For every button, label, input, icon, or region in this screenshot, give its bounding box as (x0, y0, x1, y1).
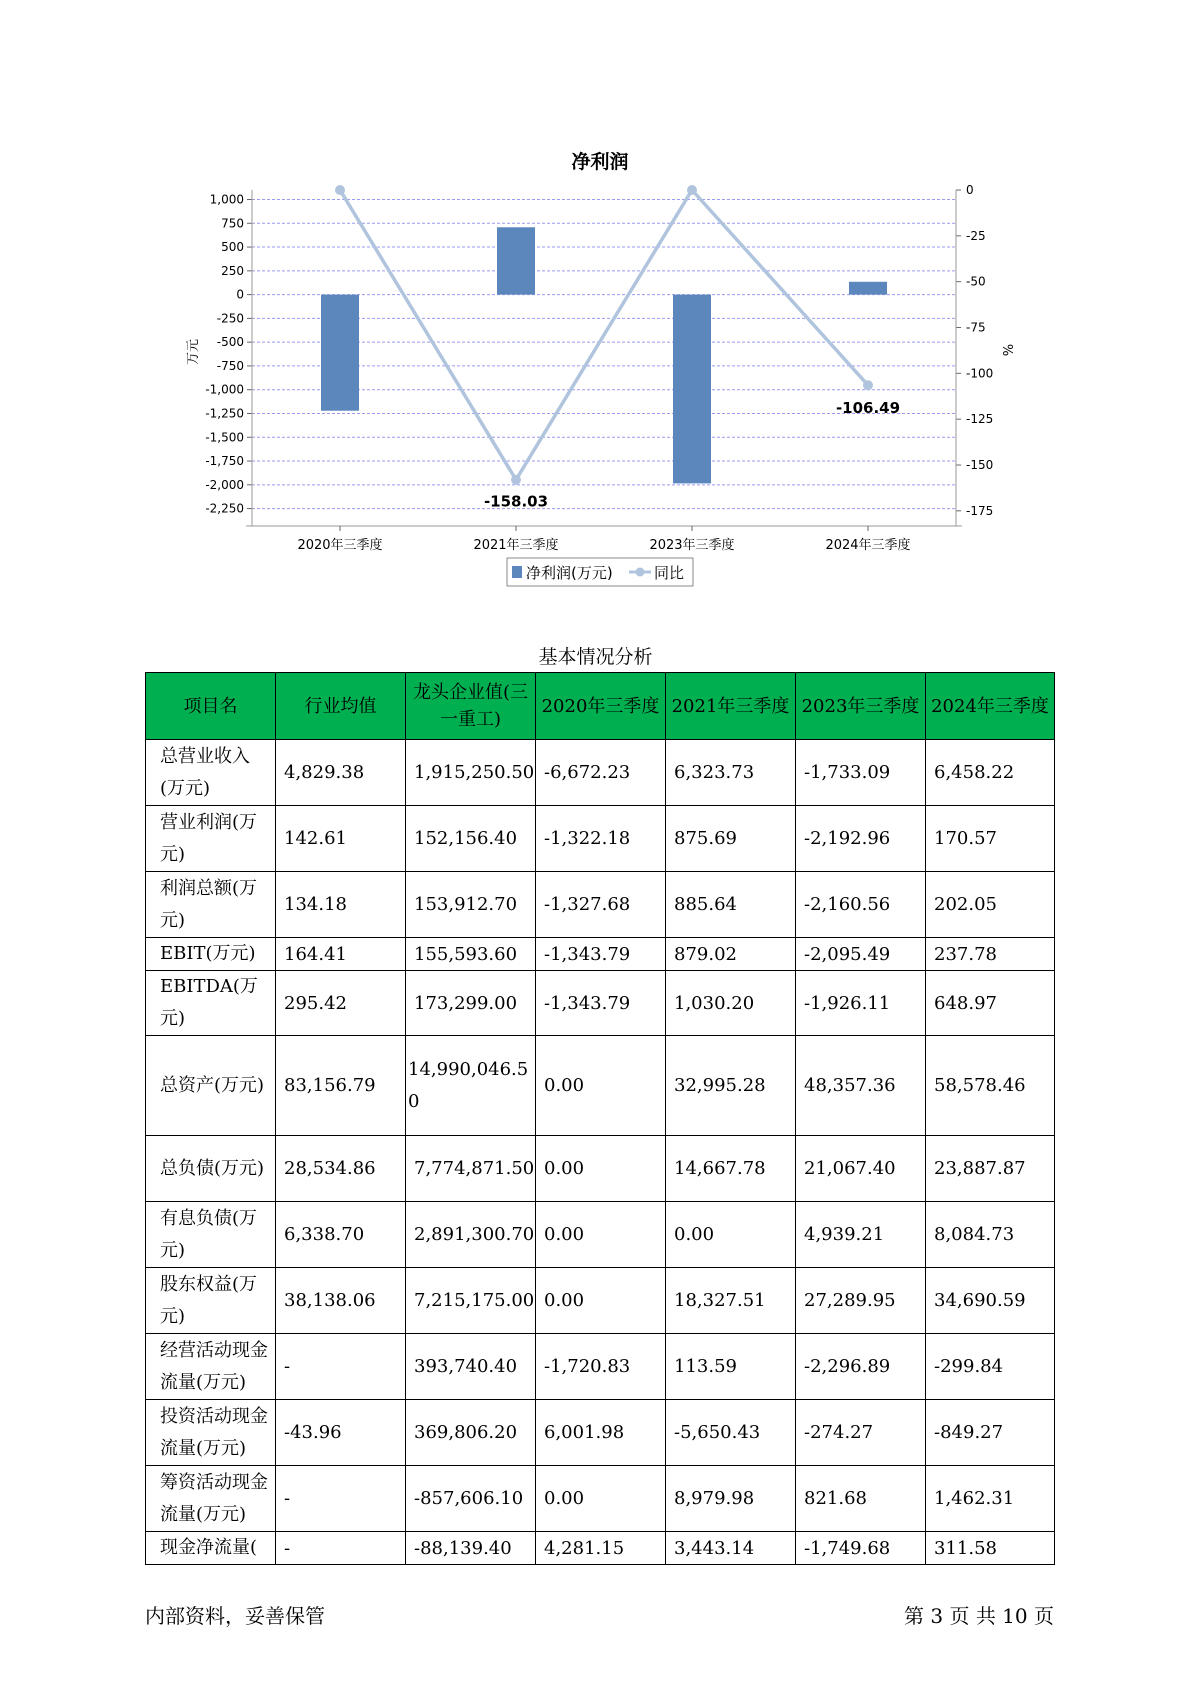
table-cell: 23,887.87 (926, 1136, 1055, 1202)
table-cell: 113.59 (666, 1334, 796, 1400)
line-series (335, 185, 900, 511)
table-cell: 153,912.70 (406, 872, 536, 938)
table-cell: 58,578.46 (926, 1036, 1055, 1136)
header-2024q3: 2024年三季度 (926, 673, 1055, 740)
table-cell: 879.02 (666, 938, 796, 971)
table-cell: - (276, 1532, 406, 1565)
row-item-name (146, 1466, 276, 1532)
table-cell: 21,067.40 (796, 1136, 926, 1202)
legend-line-label: 同比 (654, 564, 685, 582)
table-row (146, 872, 1055, 938)
table-cell: -1,343.79 (536, 938, 666, 971)
table-cell: 885.64 (666, 872, 796, 938)
table-cell: 0.00 (536, 1268, 666, 1334)
table-cell: 821.68 (796, 1466, 926, 1532)
table-cell: 34,690.59 (926, 1268, 1055, 1334)
y-right-tick-label: -75 (966, 320, 986, 335)
table-row (146, 1400, 1055, 1466)
table-cell: -1,926.11 (796, 971, 926, 1036)
table-cell: 4,281.15 (536, 1532, 666, 1565)
table-cell: 1,915,250.50 (406, 740, 536, 806)
table-cell: -2,160.56 (796, 872, 926, 938)
row-item-name-text: 总负债(万元) (160, 1157, 265, 1179)
y-tick-label: 0 (236, 287, 244, 302)
legend-bar-label: 净利润(万元) (526, 564, 613, 582)
table-cell: -849.27 (926, 1400, 1055, 1466)
table-cell: 6,323.73 (666, 740, 796, 806)
table-cell: -43.96 (276, 1400, 406, 1466)
table-cell: 202.05 (926, 872, 1055, 938)
table-cell: 311.58 (926, 1532, 1055, 1565)
header-2021q3: 2021年三季度 (666, 673, 796, 740)
row-item-name-text: 筹资活动现金流量(万元) (160, 1471, 268, 1525)
row-item-name-text: 股东权益(万元) (160, 1273, 258, 1327)
table-cell: 1,030.20 (666, 971, 796, 1036)
table-cell: 38,138.06 (276, 1268, 406, 1334)
table-cell: 28,534.86 (276, 1136, 406, 1202)
row-item-name (146, 971, 276, 1036)
y-tick-label: -1,250 (205, 406, 244, 421)
y-right-tick-label: -50 (966, 274, 986, 289)
table-cell: 8,084.73 (926, 1202, 1055, 1268)
row-item-name (146, 1334, 276, 1400)
table-cell: -1,733.09 (796, 740, 926, 806)
table-cell: 7,774,871.50 (406, 1136, 536, 1202)
y-axis-label-right: % (999, 343, 1014, 357)
y-tick-label: -2,250 (205, 501, 244, 516)
table-header-row (146, 673, 1055, 740)
legend-bar-swatch (512, 566, 522, 578)
table-row (146, 938, 1055, 971)
net-profit-bar (321, 295, 359, 411)
y-tick-label: 250 (221, 263, 244, 278)
table-cell: -6,672.23 (536, 740, 666, 806)
row-item-name-text: 有息负债(万元) (160, 1207, 258, 1261)
x-tick-label: 2023年三季度 (649, 538, 735, 553)
legend-line-marker (636, 568, 645, 577)
footer-confidential-note: 内部资料，妥善保管 (145, 1604, 325, 1628)
table-cell: 0.00 (536, 1466, 666, 1532)
table-row (146, 1334, 1055, 1400)
y-tick-label: 1,000 (209, 192, 244, 207)
table-cell: 369,806.20 (406, 1400, 536, 1466)
y-right-tick-label: -125 (966, 412, 994, 427)
row-item-name (146, 1136, 276, 1202)
table-cell: 2,891,300.70 (406, 1202, 536, 1268)
yoy-point (863, 380, 873, 390)
net-profit-bar (673, 295, 711, 484)
row-item-name-text: EBITDA(万元) (160, 976, 258, 1029)
table-cell: 142.61 (276, 806, 406, 872)
table-cell: - (276, 1334, 406, 1400)
table-body (146, 740, 1055, 1565)
table-cell: -88,139.40 (406, 1532, 536, 1565)
table-cell: 134.18 (276, 872, 406, 938)
table-cell: 152,156.40 (406, 806, 536, 872)
table-row (146, 1036, 1055, 1136)
table-caption: 基本情况分析 (538, 646, 653, 668)
y-right-tick-label: -150 (966, 458, 994, 472)
x-tick-label: 2024年三季度 (825, 538, 911, 553)
table-cell: 1,462.31 (926, 1466, 1055, 1532)
y-right-tick-label: -25 (966, 228, 986, 243)
table-cell: 4,939.21 (796, 1202, 926, 1268)
row-item-name-text: 投资活动现金流量(万元) (160, 1405, 268, 1459)
row-item-name-text: 利润总额(万元) (160, 877, 258, 931)
net-profit-bar (497, 227, 535, 294)
table-row (146, 1136, 1055, 1202)
x-tick-label: 2021年三季度 (473, 538, 559, 553)
table-cell: 6,458.22 (926, 740, 1055, 806)
y-tick-label: -2,000 (205, 477, 244, 492)
header-2023q3: 2023年三季度 (796, 673, 926, 740)
table-cell: 6,001.98 (536, 1400, 666, 1466)
table-row (146, 971, 1055, 1036)
table-cell: -857,606.10 (406, 1466, 536, 1532)
table-cell: -1,322.18 (536, 806, 666, 872)
net-profit-chart (0, 0, 1191, 600)
row-item-name (146, 740, 276, 806)
y-tick-label: -500 (216, 335, 244, 350)
bar-series (321, 227, 887, 483)
table-cell: 0.00 (536, 1136, 666, 1202)
table-cell: -2,095.49 (796, 938, 926, 971)
yoy-point (511, 475, 521, 485)
y-axis-label-left: 万元 (186, 338, 201, 366)
table-cell: 164.41 (276, 938, 406, 971)
header-item-name: 项目名 (146, 673, 276, 740)
row-item-name-text: 现金净流量( (160, 1537, 258, 1558)
x-tick-label: 2020年三季度 (297, 538, 383, 553)
net-profit-bar (849, 282, 887, 295)
header-industry-avg: 行业均值 (276, 673, 406, 740)
row-item-name (146, 938, 276, 971)
y-right-tick-label: 0 (966, 183, 974, 197)
footer-page-number: 第 3 页 共 10 页 (904, 1604, 1054, 1628)
table-cell: 170.57 (926, 806, 1055, 872)
y-tick-label: 500 (221, 240, 244, 255)
table-cell: -5,650.43 (666, 1400, 796, 1466)
table-cell: 0.00 (536, 1202, 666, 1268)
table-row (146, 1202, 1055, 1268)
table-cell: 295.42 (276, 971, 406, 1036)
table-cell: -2,192.96 (796, 806, 926, 872)
header-leader-value: 龙头企业值(三一重工) (406, 673, 536, 740)
table-cell: -1,327.68 (536, 872, 666, 938)
chart-title: 净利润 (571, 151, 629, 173)
y-tick-label: 750 (221, 216, 244, 231)
table-cell: 237.78 (926, 938, 1055, 971)
table-cell: 48,357.36 (796, 1036, 926, 1136)
row-item-name (146, 1400, 276, 1466)
table-cell: -299.84 (926, 1334, 1055, 1400)
table-row (146, 1268, 1055, 1334)
table-cell: -1,343.79 (536, 971, 666, 1036)
yoy-data-label: -106.49 (835, 399, 901, 418)
y-tick-label: -1,000 (205, 382, 244, 397)
y-tick-label: -1,500 (205, 430, 244, 445)
table-cell: 0.00 (666, 1202, 796, 1268)
row-item-name-text: 经营活动现金流量(万元) (160, 1339, 268, 1393)
row-item-name (146, 806, 276, 872)
table-cell: 393,740.40 (406, 1334, 536, 1400)
table-row (146, 1532, 1055, 1565)
y-tick-label: -1,750 (205, 454, 244, 469)
table-cell: -2,296.89 (796, 1334, 926, 1400)
table-cell: 155,593.60 (406, 938, 536, 971)
table-cell: -274.27 (796, 1400, 926, 1466)
table-cell: 83,156.79 (276, 1036, 406, 1136)
table-cell: 6,338.70 (276, 1202, 406, 1268)
table-row (146, 806, 1055, 872)
chart-legend (507, 558, 693, 586)
row-item-name-text: 营业利润(万元) (160, 811, 258, 865)
row-item-name (146, 872, 276, 938)
header-2020q3: 2020年三季度 (536, 673, 666, 740)
table-row (146, 1466, 1055, 1532)
row-item-name (146, 1268, 276, 1334)
table-cell: 7,215,175.00 (406, 1268, 536, 1334)
table-cell: - (276, 1466, 406, 1532)
table-cell: -1,749.68 (796, 1532, 926, 1565)
table-cell: 14,667.78 (666, 1136, 796, 1202)
y-right-tick-label: -100 (966, 366, 994, 381)
table-cell: 3,443.14 (666, 1532, 796, 1565)
row-item-name (146, 1202, 276, 1268)
table-cell: 173,299.00 (406, 971, 536, 1036)
row-item-name-text: 总营业收入(万元) (160, 745, 250, 799)
y-right-tick-label: -175 (966, 503, 994, 518)
table-cell: -1,720.83 (536, 1334, 666, 1400)
y-tick-label: -250 (216, 311, 244, 326)
table-cell: 32,995.28 (666, 1036, 796, 1136)
yoy-data-label: -158.03 (483, 492, 549, 511)
table-row (146, 740, 1055, 806)
row-item-name-text: 总资产(万元) (160, 1074, 265, 1096)
y-tick-label: -750 (216, 358, 244, 373)
yoy-point (687, 185, 697, 195)
table-cell: 8,979.98 (666, 1466, 796, 1532)
table-cell: 0.00 (536, 1036, 666, 1136)
table-cell: 18,327.51 (666, 1268, 796, 1334)
row-item-name (146, 1036, 276, 1136)
basic-analysis-table (145, 672, 1055, 1565)
yoy-line (340, 190, 868, 480)
table-cell: 14,990,046.50 (406, 1036, 536, 1136)
yoy-point (335, 185, 345, 195)
row-item-name-text: EBIT(万元) (160, 943, 256, 964)
table-cell: 648.97 (926, 971, 1055, 1036)
table-cell: 27,289.95 (796, 1268, 926, 1334)
table-cell: 4,829.38 (276, 740, 406, 806)
row-item-name (146, 1532, 276, 1565)
table-cell: 875.69 (666, 806, 796, 872)
